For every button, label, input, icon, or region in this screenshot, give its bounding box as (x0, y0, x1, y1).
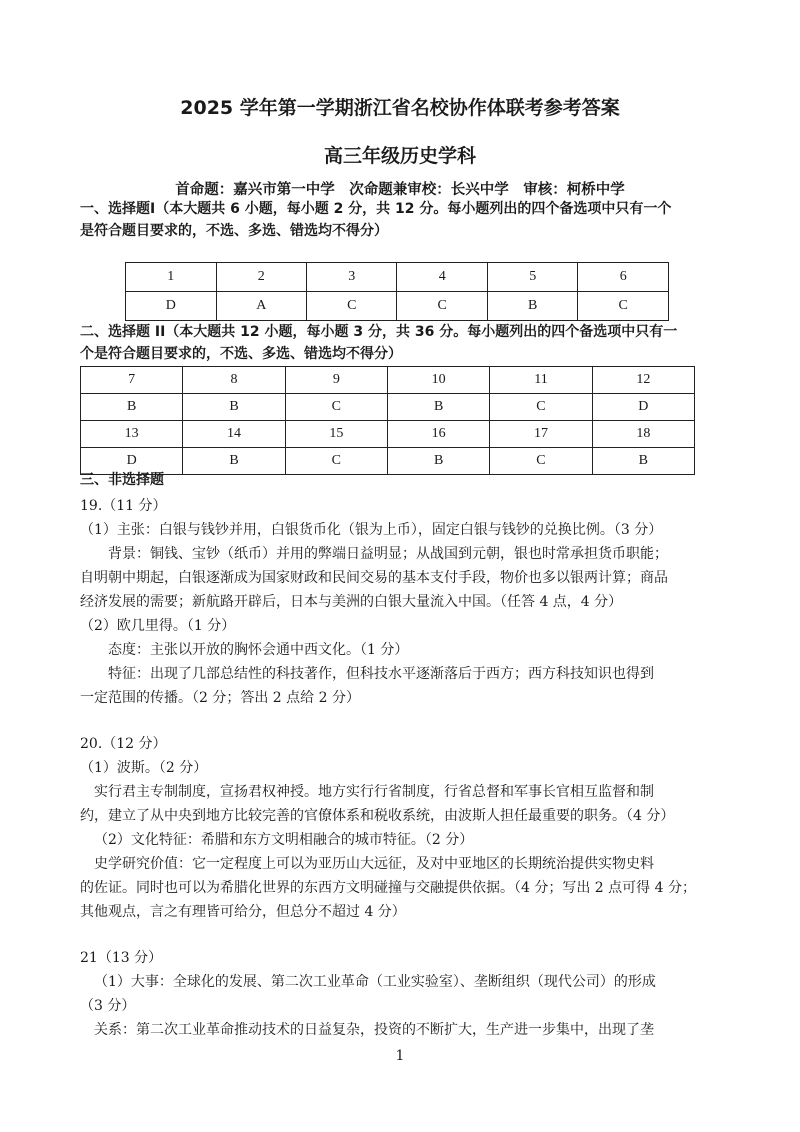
answer-line: （1）主张：白银与钱钞并用，白银货币化（银为上币），固定白银与钱钞的兑换比例。（3 分） (80, 522, 663, 538)
document-title: 2025 学年第一学期浙江省名校协作体联考参考答案 (180, 97, 620, 119)
table-row (126, 292, 669, 321)
question-number-cell: 7 (81, 367, 183, 394)
page-number: 1 (395, 1048, 405, 1064)
section2-answer-table (80, 366, 695, 475)
answer-cell: B (183, 448, 285, 475)
answer-line: 一定范围的传播。（2 分；答出 2 点给 2 分） (80, 690, 360, 706)
answer-cell: C (285, 448, 387, 475)
question-number-cell: 11 (490, 367, 592, 394)
section2-heading (80, 321, 730, 365)
table-row (81, 421, 695, 448)
answer-cell: B (81, 394, 183, 421)
answer-line: 特征：出现了几部总结性的科技著作，但科技水平逐渐落后于西方；西方科技知识也得到 (108, 666, 654, 682)
answer-cell: D (126, 292, 217, 321)
question-number-cell: 13 (81, 421, 183, 448)
answer-line: （1）大事：全球化的发展、第二次工业革命（工业实验室）、垄断组织（现代公司）的形成 (94, 974, 656, 990)
answer-cell: B (487, 292, 577, 321)
question-number-cell: 4 (397, 263, 487, 292)
question-number-cell: 10 (387, 367, 489, 394)
answer-cell: C (307, 292, 397, 321)
question-number-cell: 15 (285, 421, 387, 448)
answer-cell: D (81, 448, 183, 475)
question-number-cell: 3 (307, 263, 397, 292)
question-number-cell: 14 (183, 421, 285, 448)
answer-line: 实行君主专制制度，宣扬君权神授。地方实行行省制度，行省总督和军事长官相互监督和制 (94, 784, 654, 800)
section1-heading-line2: 是符合题目要求的，不选、多选、错选均不得分） (80, 223, 388, 239)
question-number-cell: 1 (126, 263, 217, 292)
answer-line: （2）欧几里得。（1 分） (80, 618, 236, 634)
answer-cell: A (216, 292, 307, 321)
answer-line: 关系：第二次工业革命推动技术的日益复杂，投资的不断扩大，生产进一步集中，出现了垄 (94, 1022, 654, 1038)
answer-line: 其他观点，言之有理皆可给分，但总分不超过 4 分） (80, 904, 406, 920)
question-number-cell: 6 (578, 263, 669, 292)
section2-heading-line2: 个是符合题目要求的，不选、多选、错选均不得分） (80, 346, 402, 362)
question-heading: 21（13 分） (80, 950, 163, 966)
answer-line: 经济发展的需要；新航路开辟后，日本与美洲的白银大量流入中国。（任答 4 点，4 分） (80, 594, 623, 610)
question-heading: 20.（12 分） (80, 736, 167, 752)
question-heading: 19.（11 分） (80, 498, 167, 514)
answer-cell: C (578, 292, 669, 321)
question-number-cell: 16 (387, 421, 489, 448)
answer-cell: C (490, 448, 592, 475)
question-number-cell: 12 (592, 367, 694, 394)
answer-line: （3 分） (80, 998, 136, 1014)
question-number-cell: 2 (216, 263, 307, 292)
answer-line: 的佐证。同时也可以为希腊化世界的东西方文明碰撞与交融提供依据。（4 分；写出 2 点可得 4 分； (80, 880, 696, 896)
answer-cell: C (397, 292, 487, 321)
section1-heading-line1: 一、选择题Ⅰ（本大题共 6 小题，每小题 2 分，共 12 分。每小题列出的四个备选项中只有一个 (80, 201, 672, 217)
question-number-cell: 18 (592, 421, 694, 448)
answer-cell: B (592, 448, 694, 475)
answer-line: （2）文化特征：希腊和东方文明相融合的城市特征。（2 分） (94, 832, 474, 848)
question-number-cell: 8 (183, 367, 285, 394)
section2-heading-line1: 二、选择题 II（本大题共 12 小题，每小题 3 分，共 36 分。每小题列出的四个备选项中只有一 (80, 324, 678, 340)
answer-line: （1）波斯。（2 分） (80, 760, 208, 776)
document-subtitle: 高三年级历史学科 (323, 145, 476, 167)
table-row (81, 367, 695, 394)
answer-line: 自明朝中期起，白银逐渐成为国家财政和民间交易的基本支付手段，物价也多以银两计算；商品 (80, 570, 668, 586)
answer-cell: B (387, 448, 489, 475)
question-number-cell: 17 (490, 421, 592, 448)
answer-cell: D (592, 394, 694, 421)
authors-line: 首命题：嘉兴市第一中学 次命题兼审校：长兴中学 审核：柯桥中学 (175, 182, 625, 198)
answer-cell: C (285, 394, 387, 421)
answer-cell: B (183, 394, 285, 421)
answer-line: 态度：主张以开放的胸怀会通中西文化。（1 分） (108, 642, 409, 658)
question-number-cell: 9 (285, 367, 387, 394)
question-number-cell: 5 (487, 263, 577, 292)
section1-heading (80, 198, 730, 242)
section1-answer-table (125, 262, 669, 321)
table-row (126, 263, 669, 292)
answer-cell: C (490, 394, 592, 421)
answer-line: 史学研究价值：它一定程度上可以为亚历山大远征，及对中亚地区的长期统治提供实物史料 (94, 856, 654, 872)
section3-heading: 三、非选择题 (80, 472, 164, 488)
table-row (81, 394, 695, 421)
answer-cell: B (387, 394, 489, 421)
answer-line: 背景：铜钱、宝钞（纸币）并用的弊端日益明显；从战国到元朝，银也时常承担货币职能； (108, 546, 668, 562)
answer-line: 约，建立了从中央到地方比较完善的官僚体系和税收系统，由波斯人担任最重要的职务。（4 分） (80, 808, 675, 824)
